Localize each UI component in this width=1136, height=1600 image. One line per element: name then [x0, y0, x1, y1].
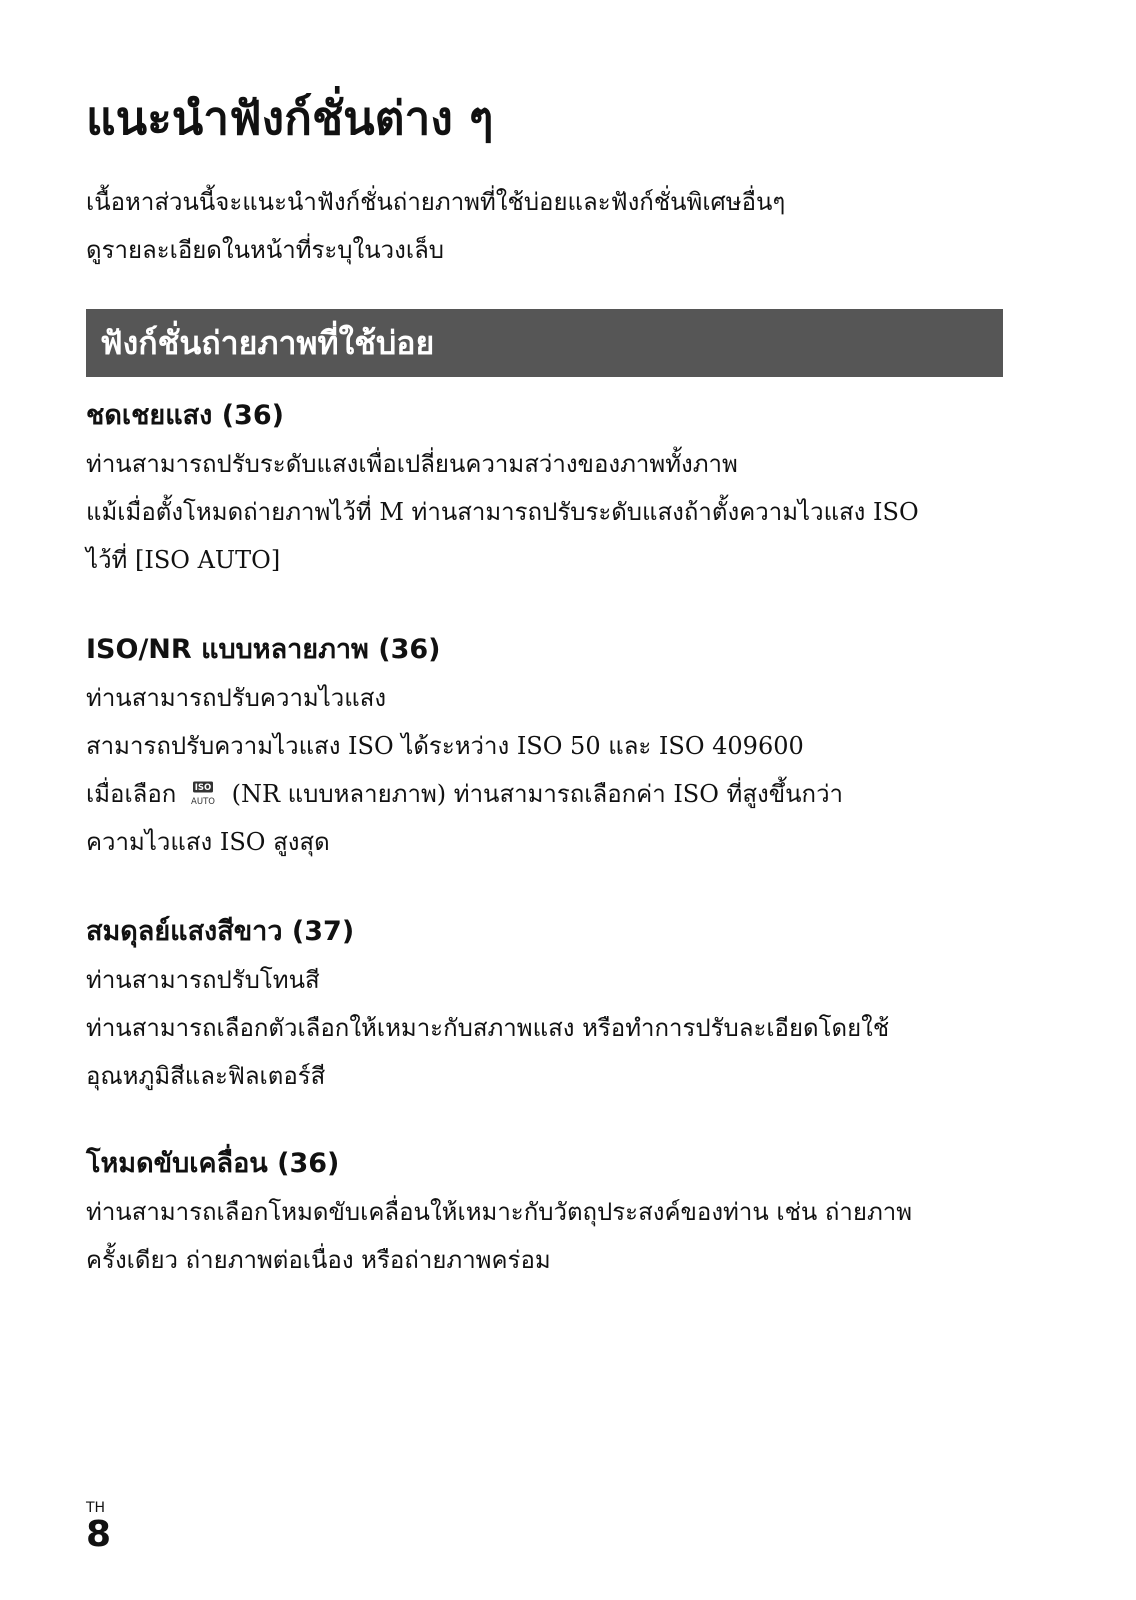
feature-text-line: ท่านสามารถเลือกโหมดขับเคลื่อนให้เหมาะกับวัตถุประสงค์ของท่าน เช่น ถ่ายภาพ	[86, 1198, 913, 1226]
feature-text-line: ไว้ที่ [ISO AUTO]	[86, 546, 281, 574]
intro-line: ดูรายละเอียดในหน้าที่ระบุในวงเล็บ	[86, 236, 445, 264]
footer-page-number: 8	[86, 1514, 112, 1555]
page-title: แนะนำฟังก์ชั่นต่าง ๆ	[86, 91, 494, 145]
multi-frame-nr-iso-auto-icon	[188, 781, 218, 807]
feature-heading: โหมดขับเคลื่อน (36)	[86, 1148, 340, 1179]
intro-line: เนื้อหาส่วนนี้จะแนะนำฟังก์ชั่นถ่ายภาพที่ใช้บ่อยและฟังก์ชั่นพิเศษอื่นๆ	[86, 188, 786, 216]
feature-text-line: อุณหภูมิสีและฟิลเตอร์สี	[86, 1062, 326, 1090]
icon-top-text: ISO	[194, 782, 212, 793]
feature-heading: สมดุลย์แสงสีขาว (37)	[86, 916, 355, 947]
footer-language-code: TH	[86, 1500, 106, 1516]
icon-line-after: (NR แบบหลายภาพ) ท่านสามารถเลือกค่า ISO ที่สูงขึ้นกว่า	[231, 780, 844, 808]
feature-text-line-with-icon	[86, 770, 1046, 818]
feature-text-line: ท่านสามารถเลือกตัวเลือกให้เหมาะกับสภาพแสง หรือทำการปรับละเอียดโดยใช้	[86, 1014, 890, 1042]
feature-white-balance	[86, 912, 1046, 1100]
feature-drive-mode	[86, 1144, 1046, 1284]
section-title: ฟังก์ชั่นถ่ายภาพที่ใช้บ่อย	[100, 324, 435, 362]
feature-text-line: ท่านสามารถปรับความไวแสง	[86, 684, 387, 712]
feature-text-line: แม้เมื่อตั้งโหมดถ่ายภาพไว้ที่ M ท่านสามารถปรับระดับแสงถ้าตั้งความไวแสง ISO	[86, 498, 919, 526]
icon-line-before: เมื่อเลือก	[86, 780, 177, 808]
feature-text-line: ครั้งเดียว ถ่ายภาพต่อเนื่อง หรือถ่ายภาพคร่อม	[86, 1246, 551, 1274]
feature-text-line: สามารถปรับความไวแสง ISO ได้ระหว่าง ISO 50 และ ISO 409600	[86, 732, 804, 760]
feature-heading: ISO/NR แบบหลายภาพ (36)	[86, 634, 441, 665]
feature-heading: ชดเชยแสง (36)	[86, 400, 284, 431]
feature-iso-multi-frame-nr	[86, 630, 1046, 866]
intro-paragraph	[86, 178, 1046, 274]
section-header-bar	[86, 309, 1003, 377]
feature-exposure-compensation	[86, 396, 1046, 584]
feature-text-line: ท่านสามารถปรับระดับแสงเพื่อเปลี่ยนความสว่างของภาพทั้งภาพ	[86, 450, 738, 478]
feature-text-line: ความไวแสง ISO สูงสุด	[86, 828, 330, 856]
feature-text-line: ท่านสามารถปรับโทนสี	[86, 966, 320, 994]
icon-bottom-text: AUTO	[190, 796, 215, 807]
